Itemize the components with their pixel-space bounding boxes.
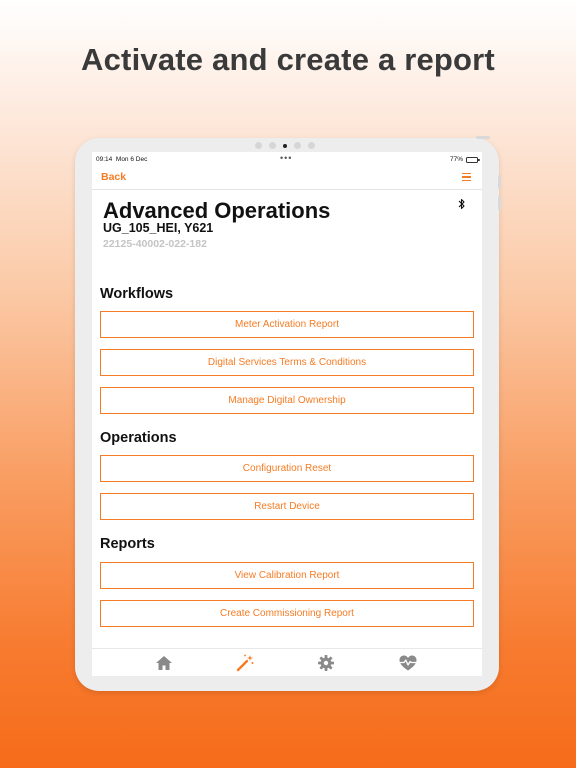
page-title: Advanced Operations xyxy=(103,198,331,223)
battery-icon xyxy=(466,157,478,163)
navigation-bar xyxy=(92,168,482,190)
tablet-top-button xyxy=(476,136,490,139)
section-workflows: Workflows xyxy=(100,286,174,302)
bluetooth-icon xyxy=(458,198,466,210)
meter-activation-report-button[interactable]: Meter Activation Report xyxy=(100,311,474,338)
app-screen xyxy=(92,152,482,676)
status-time-date: 09:14 Mon 6 Dec xyxy=(96,156,148,163)
section-reports: Reports xyxy=(100,536,155,552)
configuration-reset-button[interactable]: Configuration Reset xyxy=(100,455,474,482)
create-commissioning-report-button[interactable]: Create Commissioning Report xyxy=(100,600,474,627)
heart-pulse-icon[interactable] xyxy=(398,653,418,673)
restart-device-button[interactable]: Restart Device xyxy=(100,493,474,520)
manage-digital-ownership-button[interactable]: Manage Digital Ownership xyxy=(100,387,474,414)
marketing-headline: Activate and create a report xyxy=(81,42,495,77)
digital-services-terms-button[interactable]: Digital Services Terms & Conditions xyxy=(100,349,474,376)
tablet-volume-up-button xyxy=(498,175,501,189)
home-icon[interactable] xyxy=(154,653,174,673)
view-calibration-report-button[interactable]: View Calibration Report xyxy=(100,562,474,589)
hamburger-menu-icon[interactable] xyxy=(462,173,471,181)
tablet-camera xyxy=(255,142,315,149)
magic-wand-icon[interactable] xyxy=(235,653,255,673)
status-bar xyxy=(92,153,482,166)
battery-status xyxy=(450,156,478,163)
section-operations: Operations xyxy=(100,430,177,446)
multitasking-dots[interactable]: ••• xyxy=(280,153,293,163)
gear-icon[interactable] xyxy=(316,653,336,673)
device-name: UG_105_HEI, Y621 xyxy=(103,221,214,235)
tab-bar xyxy=(92,648,482,676)
battery-percent: 77% xyxy=(449,156,463,163)
device-serial-number: 22125-40002-022-182 xyxy=(103,238,207,250)
back-button[interactable]: Back xyxy=(101,171,127,183)
tablet-volume-down-button xyxy=(498,196,501,210)
